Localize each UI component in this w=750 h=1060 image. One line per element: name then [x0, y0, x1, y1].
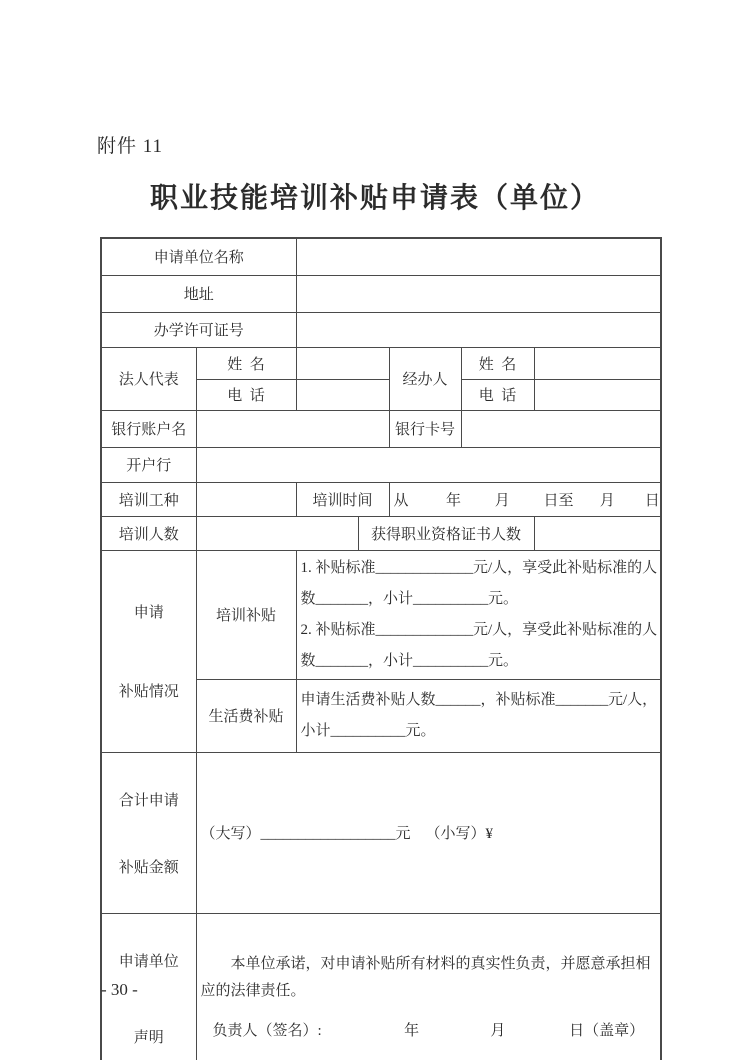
- page-number: - 30 -: [101, 980, 138, 999]
- handler-name-label: 姓 名: [461, 347, 534, 379]
- row-declaration: [101, 913, 661, 1060]
- legal-phone-value-cell: [296, 379, 389, 410]
- license-value-cell: [296, 312, 661, 347]
- living-subsidy-line-2: 小计__________元。: [300, 722, 436, 739]
- living-subsidy-content: [296, 679, 661, 752]
- training-subsidy-content: [296, 550, 661, 679]
- declaration-content: [196, 913, 661, 1060]
- training-subsidy-line-3: 2. 补贴标准_____________元/人，享受此补贴标准的人: [300, 621, 658, 638]
- row-address: [101, 275, 661, 312]
- subsidy-section-label-line1: 申请: [133, 605, 164, 621]
- training-time-value: 从 年 月 日至 月 日: [389, 482, 661, 516]
- training-trade-value-cell: [196, 482, 296, 516]
- handler-phone-label: 电 话: [461, 379, 534, 410]
- certificate-count-value-cell: [534, 516, 661, 550]
- bank-account-value-cell: [196, 410, 389, 447]
- bank-branch-value-cell: [196, 447, 661, 482]
- living-subsidy-line-1: 申请生活费补贴人数______，补贴标准_______元/人，: [300, 691, 658, 708]
- declaration-text: 本单位承诺，对申请补贴所有材料的真实性负责，并愿意承担相应的法律责任。: [200, 956, 651, 999]
- row-license: [101, 312, 661, 347]
- handler-phone-value-cell: [534, 379, 661, 410]
- row-training-subsidy: [101, 550, 661, 679]
- attachment-label: 附件 11: [97, 136, 164, 157]
- legal-phone-label: 电 话: [196, 379, 296, 410]
- training-subsidy-label: 培训补贴: [196, 550, 296, 679]
- legal-name-value-cell: [296, 347, 389, 379]
- row-total-amount: [101, 752, 661, 913]
- total-amount-label: [101, 752, 196, 913]
- row-trainee-count: [101, 516, 661, 550]
- row-bank-branch: [101, 447, 661, 482]
- address-label: 地址: [101, 275, 296, 312]
- application-form-table: [100, 237, 662, 1060]
- legal-name-label: 姓 名: [196, 347, 296, 379]
- subsidy-section-label: [101, 550, 196, 752]
- unit-name-value-cell: [296, 238, 661, 275]
- row-training-trade-time: [101, 482, 661, 516]
- declaration-label-line2: 声明: [133, 1029, 164, 1046]
- bank-card-label: 银行卡号: [389, 410, 461, 447]
- training-subsidy-line-1: 1. 补贴标准_____________元/人，享受此补贴标准的人: [300, 559, 658, 576]
- total-amount-label-line2: 补贴金额: [118, 859, 179, 876]
- training-subsidy-line-4: 数_______，小计__________元。: [300, 652, 519, 669]
- legal-rep-label: 法人代表: [101, 347, 196, 410]
- handler-name-value-cell: [534, 347, 661, 379]
- address-value-cell: [296, 275, 661, 312]
- page-title: 职业技能培训补贴申请表（单位）: [149, 183, 600, 214]
- row-unit-name: [101, 238, 661, 275]
- certificate-count-label: 获得职业资格证书人数: [358, 516, 534, 550]
- declaration-sign-line: 负责人（签名）: 年 月 日（盖章）: [212, 1023, 645, 1039]
- training-time-label: 培训时间: [296, 482, 389, 516]
- unit-name-label: 申请单位名称: [101, 238, 296, 275]
- declaration-label-line1: 申请单位: [118, 953, 179, 970]
- total-amount-value: （大写）__________________元 （小写）¥: [196, 752, 661, 913]
- row-bank-account: [101, 410, 661, 447]
- training-subsidy-line-2: 数_______，小计__________元。: [300, 590, 519, 607]
- handler-label: 经办人: [389, 347, 461, 410]
- bank-branch-label: 开户行: [101, 447, 196, 482]
- bank-account-label: 银行账户名: [101, 410, 196, 447]
- trainee-count-label: 培训人数: [101, 516, 196, 550]
- total-amount-label-line1: 合计申请: [118, 792, 179, 809]
- living-subsidy-label: 生活费补贴: [196, 679, 296, 752]
- row-legal-rep-name: [101, 347, 661, 379]
- training-trade-label: 培训工种: [101, 482, 196, 516]
- license-label: 办学许可证号: [101, 312, 296, 347]
- bank-card-value-cell: [461, 410, 661, 447]
- trainee-count-value-cell: [196, 516, 358, 550]
- subsidy-section-label-line2: 补贴情况: [118, 684, 179, 700]
